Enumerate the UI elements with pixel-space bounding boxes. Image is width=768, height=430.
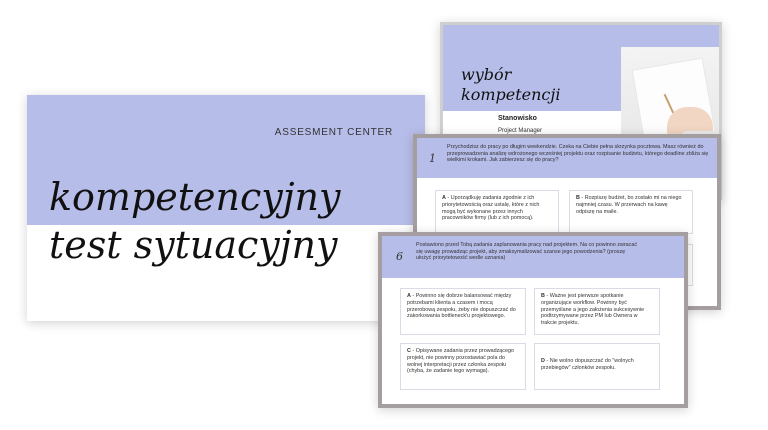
option-text: - Opisywane zadania przez prowadzącego projekt, nie powinny pozostawiać pola do wolnej interpretacji przez członka zespołu (chyba, że zadanie tego wymaga).: [407, 348, 514, 375]
option-text: - Uporządkuję zadania zgodnie z ich priorytetowością oraz ustalę, które z nich mogą być wykonane przez innych pracowników firmy (lub z ich pomocą).: [442, 195, 540, 222]
option-letter: D: [541, 358, 545, 364]
title-line-2: test sytuacyjny: [49, 223, 338, 267]
question-6-option-b: [534, 288, 660, 335]
option-letter: B: [541, 293, 545, 299]
title-slide: [27, 95, 425, 321]
question-1-number: 1: [429, 152, 436, 165]
option-text: - Ważne jest pierwsze spotkanie organizujące workflow. Powinny być przemyślane a jego założenia sukcesywnie podtrzymywane przez PM lub Ownera w trakcie projektu.: [541, 293, 645, 327]
question-6-slide: [378, 232, 688, 408]
option-letter: A: [442, 195, 446, 201]
question-6-option-a: [400, 288, 526, 335]
question-6-number: 6: [396, 250, 403, 263]
option-text: - Powinno się dobrze balansować między potrzebami klienta a czasem i mocą przerobową zespołu, żeby nie dopuszczać do zakorkowania bottleneck'u projektowego.: [407, 293, 516, 320]
question-1-header: [417, 138, 717, 178]
competency-title-1: wybór: [461, 65, 512, 84]
question-6-option-d: [534, 343, 660, 390]
question-6-header: [382, 236, 684, 278]
question-1-option-a: [435, 190, 559, 234]
title-line-1: kompetencyjny: [49, 175, 341, 219]
option-letter: C: [407, 348, 411, 354]
question-6-text: Postawiono przed Tobą zadania zaplanowania pracy nad projektem. Na co powinno zwracać się uwagę prowadząc projekt, aby zmaksymalizować szanse jego powodzenia? (proszę ułożyć priorytetowość wedle uznania): [416, 242, 638, 262]
option-text: - Nie wolno dopuszczać do "wolnych przebiegów" członków zespołu.: [541, 358, 634, 371]
option-letter: B: [576, 195, 580, 201]
option-text: - Rozpiszę budżet, bo zostało mi na niego najmniej czasu. W przerwach na kawę odpiszę na maile.: [576, 195, 682, 215]
question-1-text: Przychodzisz do pracy po długim weekendzie. Czeka na Ciebie pełna skrzynka pocztowa. Masz również do przeprowadzenia analizę wdrożonego wcześniej projektu oraz rozpisanie budżetu, którego deadline zbliża się wielkimi krokami. Jak zabierzesz się do pracy?: [447, 144, 709, 164]
option-letter: A: [407, 293, 411, 299]
competency-title-2: kompetencji: [461, 85, 561, 104]
question-1-option-b: [569, 190, 693, 234]
position-value: Project Manager: [498, 128, 543, 134]
position-label: Stanowisko: [498, 115, 537, 122]
question-6-option-c: [400, 343, 526, 390]
assessment-center-label: ASSESMENT CENTER: [274, 127, 393, 138]
